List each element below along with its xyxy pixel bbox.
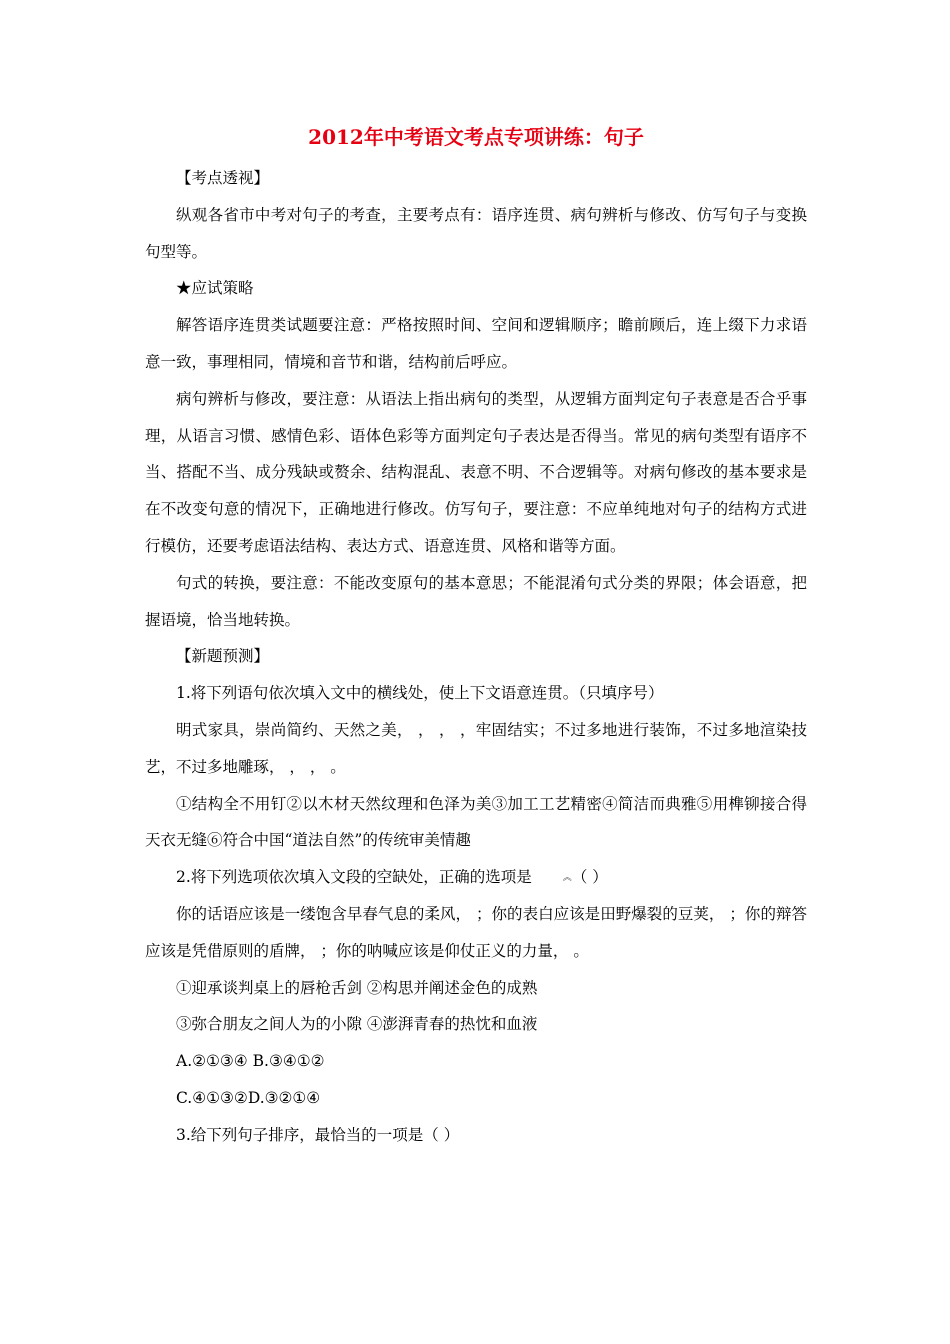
page-title: 2012年中考语文考点专项讲练：句子: [308, 125, 644, 149]
section-heading-xinti: 【新题预测】: [176, 647, 270, 666]
kaodian-paragraph: 纵观各省市中考对句子的考查，主要考点有：语序连贯、病句辨析与修改、仿写句子与变换句型等。: [145, 205, 807, 261]
section-heading-celue: ★应试策略: [176, 279, 254, 298]
question-1-stem: 1.将下列语句依次填入文中的横线处，使上下文语意连贯。（只填序号）: [176, 684, 664, 703]
section-heading-kaodian: 【考点透视】: [176, 169, 270, 187]
question-3-stem: 3.给下列句子排序，最恰当的一项是（ ）: [176, 1125, 460, 1144]
question-2-stem-text: 2.将下列选项依次填入文段的空缺处，正确的选项是: [176, 868, 532, 887]
question-1-options: ①结构全不用钉②以木材天然纹理和色泽为美③加工工艺精密④简洁而典雅⑤用榫铆接合得天衣无缝⑥符合中国“道法自然”的传统审美情趣: [145, 794, 807, 850]
celue-paragraph-3: 句式的转换，要注意：不能改变原句的基本意思；不能混淆句式分类的界限；体会语意，把握语境，恰当地转换。: [145, 573, 807, 629]
document-body: [145, 160, 807, 1154]
question-2-mark: ︽: [562, 873, 572, 884]
question-2-items-line-1: ①迎承谈判桌上的唇枪舌剑 ②构思并阐述金色的成熟: [176, 978, 538, 997]
celue-paragraph-1: 解答语序连贯类试题要注意：严格按照时间、空间和逻辑顺序；瞻前顾后，连上缀下力求语意一致，事理相同，情境和音节和谐，结构前后呼应。: [145, 316, 807, 371]
question-2-items-line-2: ③弥合朋友之间人为的小隙 ④澎湃青春的热忱和血液: [176, 1015, 538, 1034]
question-2-passage: 你的话语应该是一缕饱含早春气息的柔风， ；你的表白应该是田野爆裂的豆荚， ；你的辩答应该是凭借原则的盾牌， ；你的呐喊应该是仰仗正义的力量， 。: [145, 904, 807, 960]
celue-paragraph-2: 病句辨析与修改，要注意：从语法上指出病句的类型，从逻辑方面判定句子表意是否合乎事理，从语言习惯、感情色彩、语体色彩等方面判定句子表达是否得当。常见的病句类型有语序不当、搭配不当、成分残缺或赘余、结构混乱、表意不明、不合逻辑等。对病句修改的基本要求是在不改变句意的情况下，正确地进行修改。仿写句子，要注意：不应单纯地对句子的结构方式进行模仿，还要考虑语法结构、表达方式、语意连贯、风格和谐等方面。: [145, 389, 807, 555]
question-2-stem: [145, 859, 807, 896]
question-2-stem-paren: （ ）: [571, 868, 608, 887]
question-2-choices-cd: C.④①③②D.③②①④: [176, 1088, 321, 1107]
question-2-choices-ab: A.②①③④ B.③④①②: [176, 1052, 325, 1071]
question-1-passage: 明式家具，崇尚简约、天然之美， ， ， ，牢固结实；不过多地进行装饰，不过多地渲染技艺，不过多地雕琢， ， ， 。: [145, 720, 807, 776]
